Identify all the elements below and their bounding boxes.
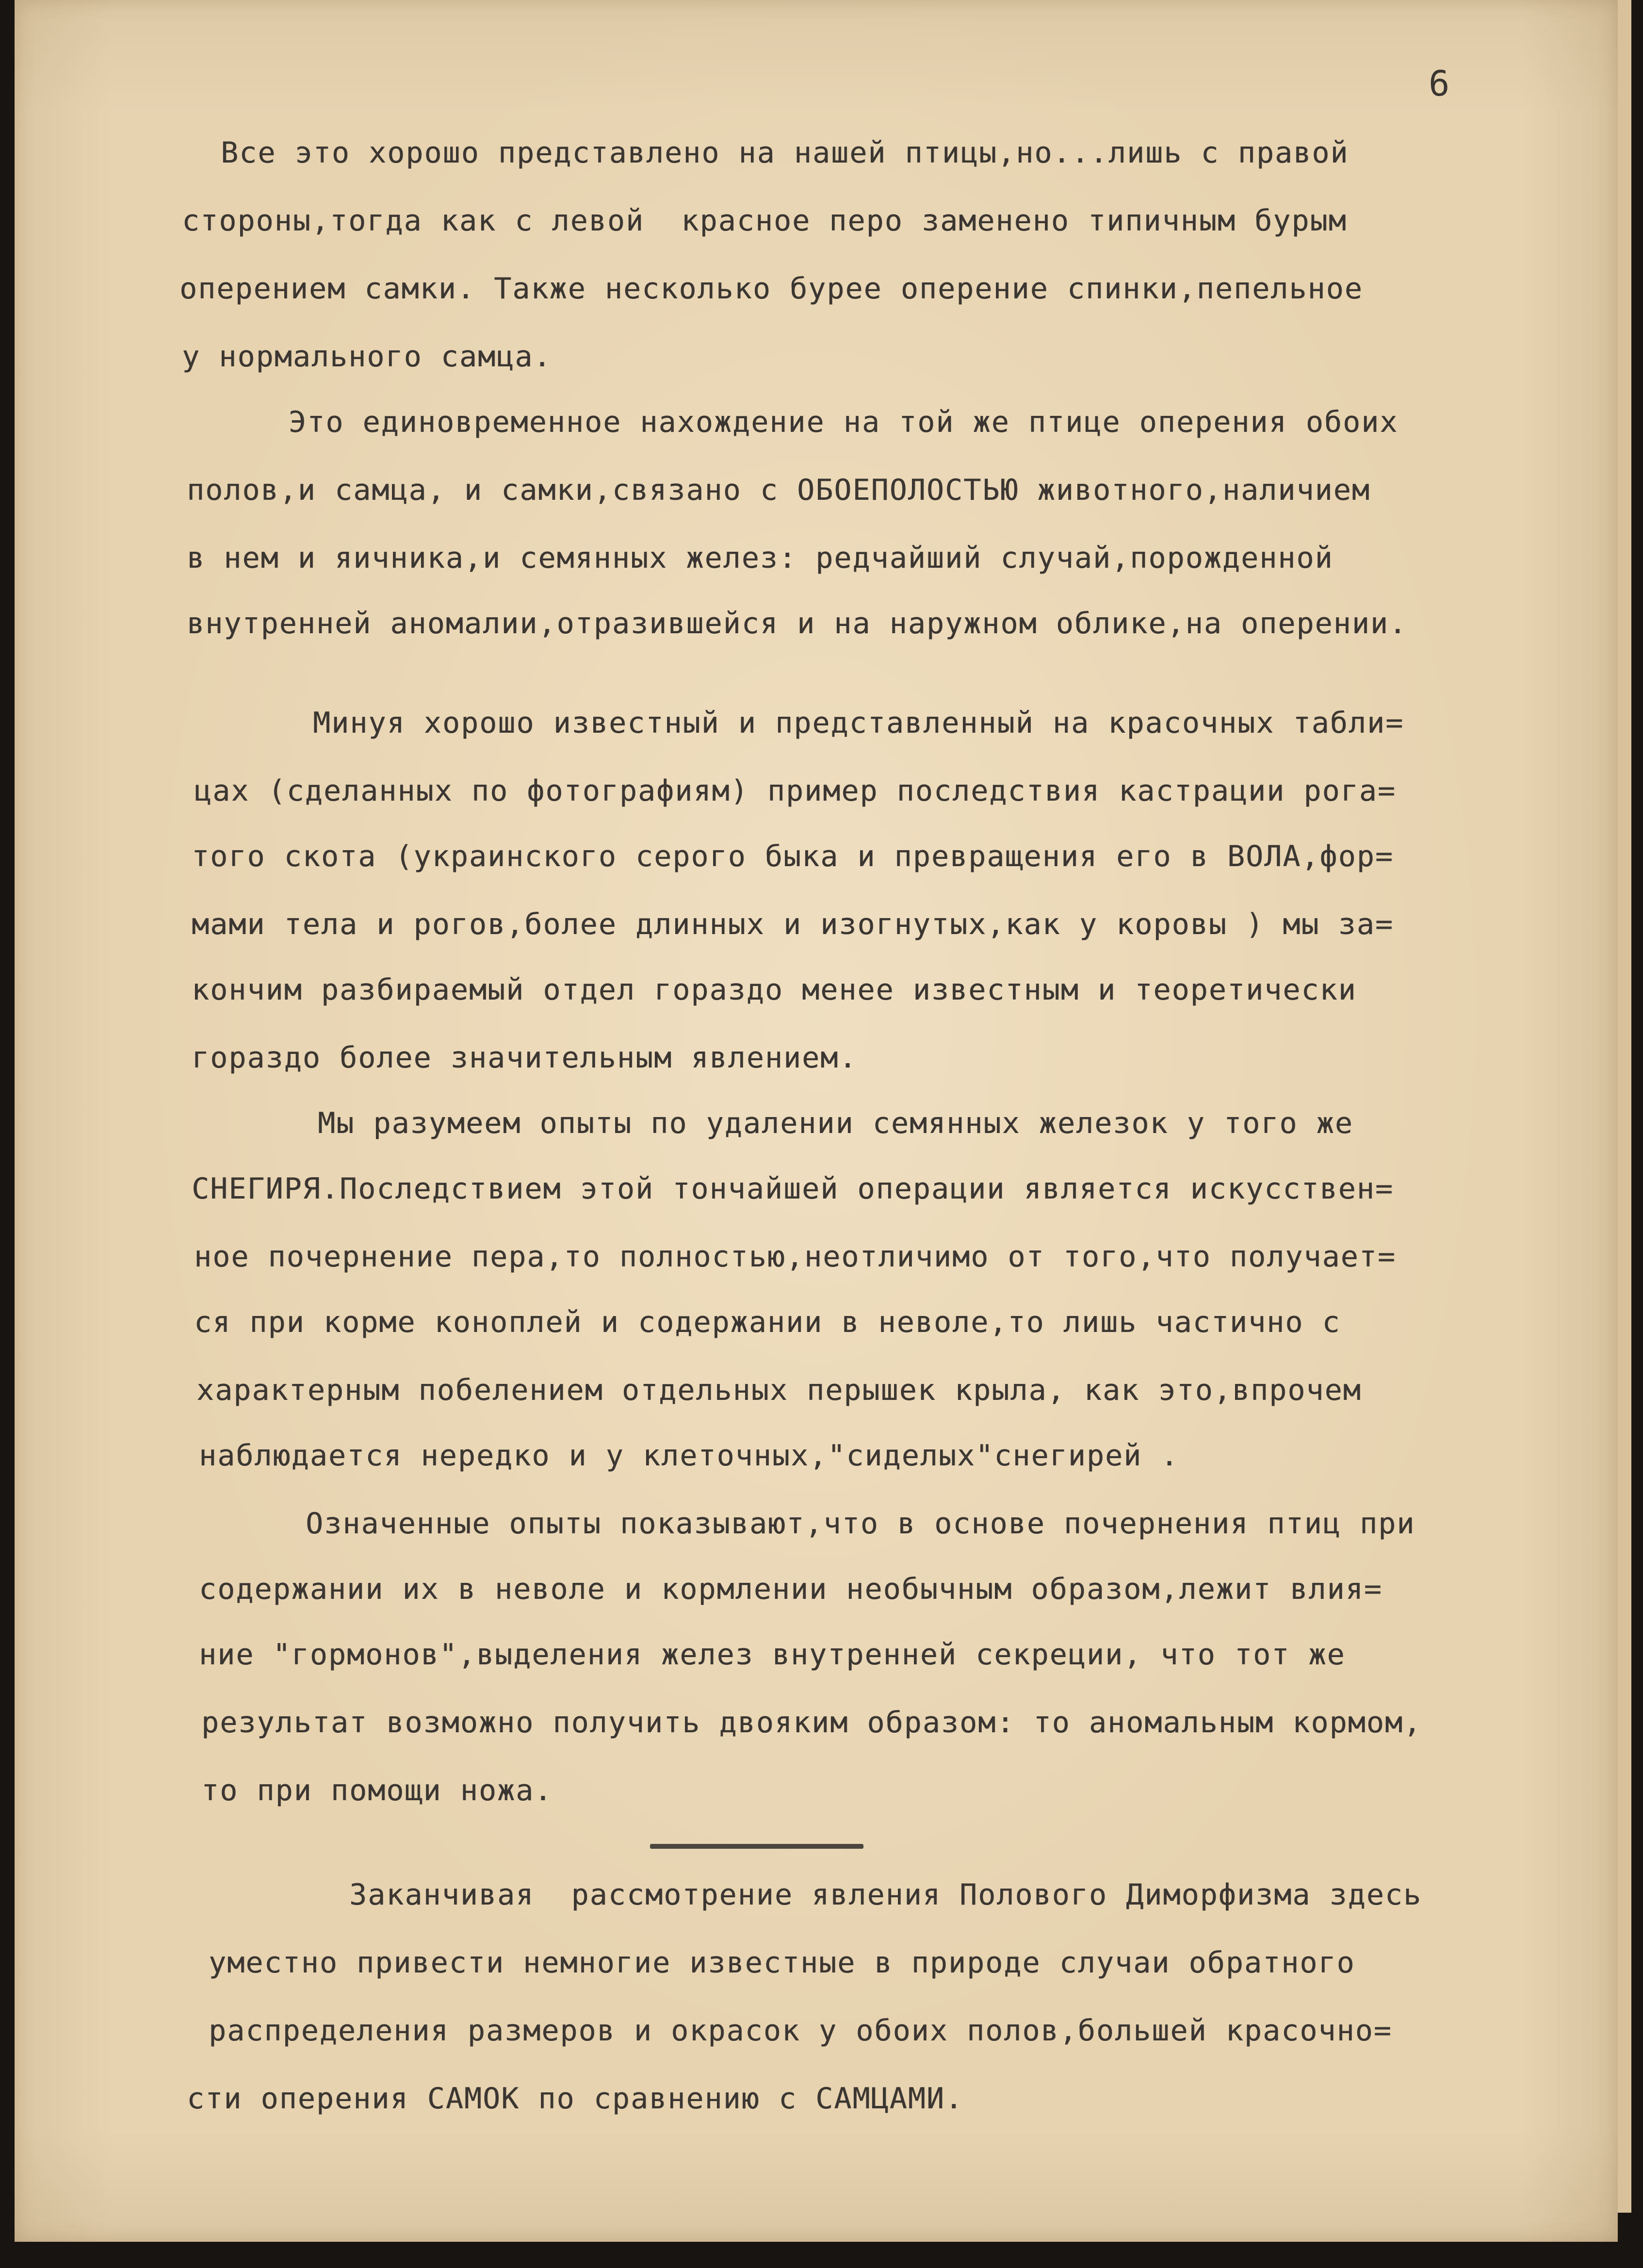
text-line: результат возможно получить двояким образом: то аномальным кормом, xyxy=(201,1706,1422,1740)
text-line: СНЕГИРЯ.Последствием этой тончайшей операции является искусствен= xyxy=(192,1172,1394,1206)
text-line: характерным побелением отдельных перышек крыла, как это,впрочем xyxy=(196,1373,1362,1407)
text-line: Это единовременное нахождение на той же птице оперения обоих xyxy=(289,405,1399,439)
text-line: внутренней аномалии,отразившейся и на наружном облике,на оперении. xyxy=(187,607,1408,641)
text-line: кончим разбираемый отдел гораздо менее известным и теоретически xyxy=(192,973,1357,1007)
text-line: гораздо более значительным явлением. xyxy=(192,1041,858,1075)
text-line: того скота (украинского серого быка и превращения его в ВОЛА,фор= xyxy=(192,839,1394,873)
text-line: Все это хорошо представлено на нашей птицы,но...лишь с правой xyxy=(221,136,1349,170)
text-line: Означенные опыты показывают,что в основе почернения птиц при xyxy=(306,1507,1415,1541)
text-line: распределения размеров и окрасок у обоих полов,большей красочно= xyxy=(209,2014,1392,2048)
text-line: то при помощи ножа. xyxy=(201,1774,553,1808)
text-line: ние "гормонов",выделения желез внутренней секреции, что тот же xyxy=(199,1638,1346,1672)
text-line: у нормального самца. xyxy=(182,340,552,374)
text-line: уместно привести немногие известные в природе случаи обратного xyxy=(209,1946,1355,1980)
text-line: Минуя хорошо известный и представленный на красочных табли= xyxy=(313,706,1404,740)
text-line: стороны,тогда как с левой красное перо заменено типичным бурым xyxy=(182,204,1347,238)
text-line: сти оперения САМОК по сравнению с САМЦАМИ. xyxy=(187,2082,964,2116)
page-number: 6 xyxy=(1429,63,1450,104)
text-line: ное почернение пера,то полностью,неотличимо от того,что получает= xyxy=(194,1240,1396,1274)
text-line: наблюдается нередко и у клеточных,"сиделых"снегирей . xyxy=(199,1439,1179,1473)
section-divider xyxy=(650,1844,863,1849)
text-line: цах (сделанных по фотографиям) пример последствия кастрации рога= xyxy=(194,774,1396,808)
text-line: оперением самки. Также несколько бурее оперение спинки,пепельное xyxy=(179,272,1363,306)
text-line: полов,и самца, и самки,связано с ОБОЕПОЛОСТЬЮ животного,наличием xyxy=(187,473,1370,507)
text-line: в нем и яичника,и семянных желез: редчайший случай,порожденной xyxy=(187,541,1334,575)
text-line: Мы разумеем опыты по удалении семянных железок у того же xyxy=(318,1106,1353,1140)
text-line: ся при корме коноплей и содержании в неволе,то лишь частично с xyxy=(194,1305,1341,1339)
text-line: содержании их в неволе и кормлении необычным образом,лежит влия= xyxy=(199,1572,1383,1606)
text-line: мами тела и рогов,более длинных и изогнутых,как у коровы ) мы за= xyxy=(192,907,1394,941)
text-line: Заканчивая рассмотрение явления Полового Диморфизма здесь xyxy=(349,1878,1422,1912)
